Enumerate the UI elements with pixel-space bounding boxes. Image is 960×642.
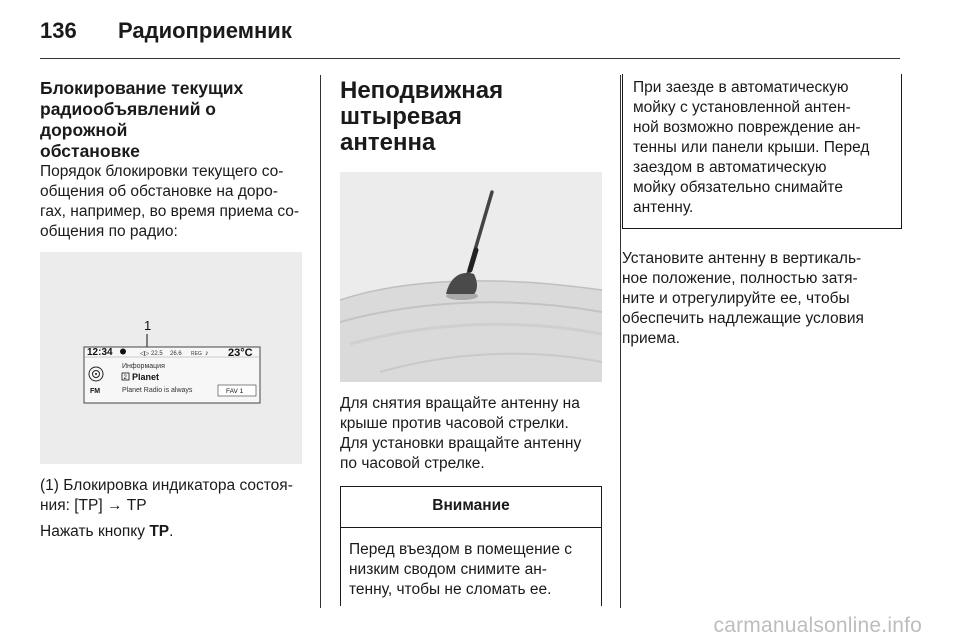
antenna-figure	[340, 172, 602, 382]
install-paragraph: Установите антенну в вертикаль- ное положение, полностью затя- ните и отрегулируйте ее, чтобы обеспечить надлежащие условия приема.	[622, 250, 864, 347]
figure-caption: (1) Блокировка индикатора состоя- ния: [TP] → TP	[40, 477, 293, 514]
tp-indicator-icon: ◁▷	[140, 351, 150, 357]
display-radio-text: Planet Radio is always	[122, 387, 193, 394]
tp-key-label: TP	[149, 523, 170, 540]
warning-box	[340, 486, 602, 606]
display-station: Planet	[132, 372, 160, 382]
page-header	[40, 18, 900, 58]
warning-title: Внимание	[341, 487, 601, 528]
radio-display-figure	[40, 252, 302, 464]
column-divider-2	[620, 75, 621, 608]
page-title: Радиоприемник	[118, 18, 292, 43]
radio-display-illustration	[40, 252, 302, 464]
antenna-paragraph: Для снятия вращайте антенну на крыше против часовой стрелки. Для установки вращайте антенну по часовой стрелке.	[340, 395, 582, 472]
page-number: 136	[40, 18, 77, 43]
display-band: FM	[90, 388, 101, 395]
callout-number: 1	[144, 318, 152, 333]
column-notice	[622, 78, 902, 349]
display-fav: FAV 1	[226, 388, 244, 395]
display-preset: 2	[123, 375, 127, 381]
column-antenna	[340, 78, 602, 606]
display-temperature: 23°C	[228, 347, 253, 359]
instruction-text: Нажать кнопку TP.	[40, 523, 174, 540]
display-reg: REG	[191, 351, 202, 357]
notice-text: При заезде в автоматическую мойку с установленной антен- ной возможно повреждение ан- тенны или панели крыши. Перед заездом в автоматическую мойку обязательно снимайте антенну.	[633, 79, 870, 216]
display-freq2: 26.6	[170, 351, 182, 357]
antenna-base	[446, 273, 477, 294]
column-divider-1	[320, 75, 321, 608]
watermark-text: carmanualsonline.info	[713, 614, 922, 637]
display-info-label: Информация	[122, 363, 165, 370]
section-heading-traffic: Блокирование текущих радиообъявлений о дорожной обстановке	[40, 78, 244, 161]
column-traffic-block	[40, 78, 305, 542]
antenna-illustration	[340, 172, 602, 382]
traffic-paragraph: Порядок блокировки текущего со- общения об обстановке на доро- гах, например, во время приема со- общения по радио:	[40, 163, 300, 240]
warning-body: Перед въездом в помещение с низким сводом снимите ан- тенну, чтобы не сломать ее.	[349, 541, 573, 598]
display-time: 12:34	[87, 347, 113, 358]
settings-icon	[120, 349, 126, 355]
header-divider	[40, 58, 900, 59]
section-heading-antenna: Неподвижная штыревая антенна	[340, 77, 504, 156]
display-freq1: 22.5	[151, 351, 163, 357]
warning-continuation-box	[622, 74, 902, 229]
sound-icon: ♪	[205, 350, 209, 357]
